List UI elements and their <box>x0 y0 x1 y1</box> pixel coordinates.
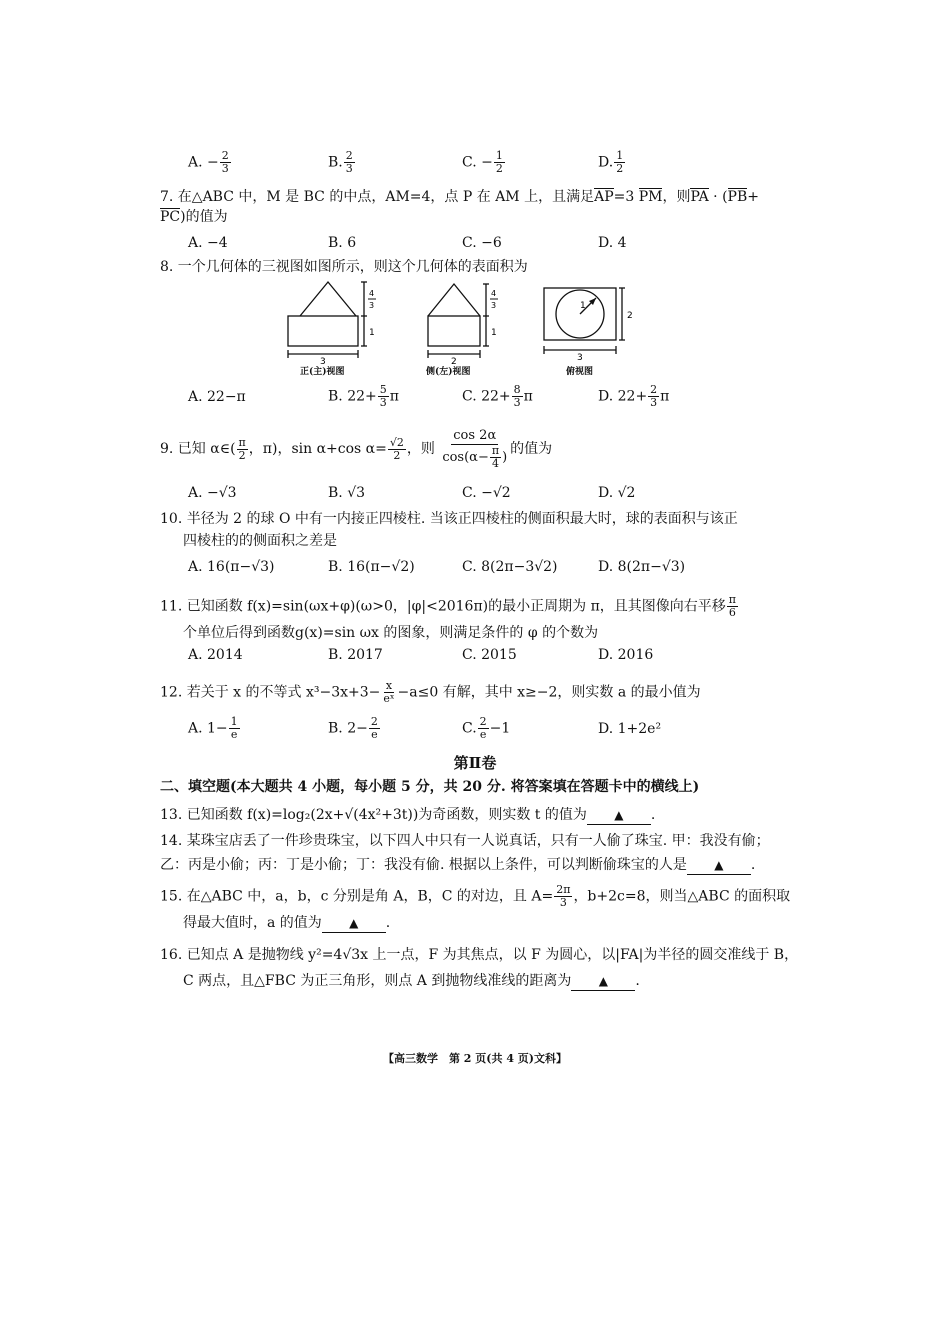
q9-option-c: C. −√2 <box>462 485 511 501</box>
q8-option-a: A. 22−π <box>188 389 246 405</box>
q7-option-d: D. 4 <box>598 235 627 251</box>
q8-option-b: B. 22+ $\frac{5}{3}$ π <box>328 383 399 409</box>
q10-option-a: A. 16(π−√3) <box>188 559 275 575</box>
q7-stem-line2: PC)的值为 <box>160 209 228 225</box>
q14-answer-blank[interactable]: ▲ <box>687 856 751 875</box>
q7-option-a: A. −4 <box>188 235 228 251</box>
q14-stem-line2: 乙：丙是小偷；丙：丁是小偷；丁：我没有偷. 根据以上条件，可以判断偷珠宝的人是 ▲ . <box>160 857 756 873</box>
top-view-caption: 俯视图 <box>566 367 594 377</box>
q14-stem-line1: 14. 某珠宝店丢了一件珍贵珠宝，以下四人中只有一人说真话，只有一人偷了珠宝. 甲：我没有偷； <box>160 833 770 849</box>
q10-option-c: C. 8(2π−3√2) <box>462 559 558 575</box>
page-footer: 【高三数学 第 2 页(共 4 页)文科】 <box>382 1052 568 1065</box>
q6-option-d: D. $\frac{1}{2}$ <box>598 149 624 175</box>
q10-stem-line2: 四棱柱的的侧面积之差是 <box>183 533 337 549</box>
q8-option-c: C. 22+ $\frac{8}{3}$ π <box>462 383 533 409</box>
q13-answer-blank[interactable]: ▲ <box>587 806 651 825</box>
front-width-label: 3 <box>320 357 326 367</box>
q9-option-b: B. √3 <box>328 485 366 501</box>
side-view <box>428 284 489 358</box>
front-base-height-label: 1 <box>369 328 375 338</box>
q6-option-a: A. − $\frac{2}{3}$ <box>188 149 229 175</box>
three-view-diagram <box>280 278 660 368</box>
front-view <box>288 282 367 358</box>
q12-option-a: A. 1− $\frac{1}{e}$ <box>188 715 238 741</box>
q7-stem-line1: 7. 在△ABC 中，M 是 BC 的中点，AM=4，点 P 在 AM 上，且满足AP=3 PM，则PA · (PB+ <box>160 189 759 205</box>
q11-option-c: C. 2015 <box>462 647 517 663</box>
q10-option-d: D. 8(2π−√3) <box>598 559 686 575</box>
q11-option-a: A. 2014 <box>188 647 243 663</box>
q8-stem: 8. 一个几何体的三视图如图所示，则这个几何体的表面积为 <box>160 259 528 275</box>
front-height-den: 3 <box>369 301 375 310</box>
q11-stem-line1: 11. 已知函数 f(x)=sin(ωx+φ)(ω>0，|φ|<2016π)的最小正周期为 π，且其图像向右平移 $\frac{\pi}{6}$ <box>160 593 737 619</box>
q16-answer-blank[interactable]: ▲ <box>571 972 635 991</box>
q16-stem-line2: C 两点，且△FBC 为正三角形，则点 A 到抛物线准线的距离为 ▲ . <box>183 973 640 989</box>
front-height-num: 4 <box>369 289 375 298</box>
q6-option-b: B. $\frac{2}{3}$ <box>328 149 353 175</box>
q12-option-d: D. 1+2e² <box>598 721 662 737</box>
q10-option-b: B. 16(π−√2) <box>328 559 415 575</box>
side-height-num: 4 <box>491 289 497 298</box>
q11-option-d: D. 2016 <box>598 647 654 663</box>
q7-option-b: B. 6 <box>328 235 357 251</box>
q11-option-b: B. 2017 <box>328 647 383 663</box>
q12-option-b: B. 2− $\frac{2}{e}$ <box>328 715 378 741</box>
top-view <box>544 288 625 354</box>
q9-option-d: D. √2 <box>598 485 636 501</box>
side-view-caption: 侧(左)视图 <box>426 367 471 377</box>
q7-option-c: C. −6 <box>462 235 502 251</box>
q9-stem: 9. 已知 α∈( $\frac{\pi}{2}$ ，π)，sin α+cos α= $\frac{√2}{2}$ ，则 cos 2α cos(α− $\frac{\pi}{4}$ ) 的值为 <box>160 428 553 470</box>
side-width-label: 2 <box>451 357 457 367</box>
q15-stem-line2: 得最大值时，a 的值为 ▲ . <box>183 915 391 931</box>
q13-stem: 13. 已知函数 f(x)=log₂(2x+√(4x²+3t))为奇函数，则实数 t 的值为 ▲ . <box>160 807 656 823</box>
q15-stem-line1: 15. 在△ABC 中，a，b，c 分别是角 A，B，C 的对边，且 A= $\frac{2\pi}{3}$ ，b+2c=8，则当△ABC 的面积取 <box>160 883 791 909</box>
q11-stem-line2: 个单位后得到函数g(x)=sin ωx 的图象，则满足条件的 φ 的个数为 <box>183 625 599 641</box>
q8-option-d: D. 22+ $\frac{2}{3}$ π <box>598 383 670 409</box>
side-base-height-label: 1 <box>491 328 497 338</box>
q10-stem-line1: 10. 半径为 2 的球 O 中有一内接正四棱柱. 当该正四棱柱的侧面积最大时，球的表面积与该正 <box>160 511 738 527</box>
fill-in-section-heading: 二、填空题(本大题共 4 小题，每小题 5 分，共 20 分. 将答案填在答题卡中的横线上) <box>160 779 700 795</box>
top-radius-label: 1 <box>580 301 586 311</box>
part-two-heading: 第Ⅱ卷 <box>453 754 497 772</box>
q9-option-a: A. −√3 <box>188 485 237 501</box>
side-height-den: 3 <box>491 301 497 310</box>
q16-stem-line1: 16. 已知点 A 是抛物线 y²=4√3x 上一点，F 为其焦点，以 F 为圆心，以|FA|为半径的圆交准线于 B， <box>160 947 799 963</box>
q6-option-c: C. − $\frac{1}{2}$ <box>462 149 503 175</box>
top-width-label: 3 <box>577 353 583 363</box>
q15-answer-blank[interactable]: ▲ <box>322 914 386 933</box>
front-view-caption: 正(主)视图 <box>300 367 345 377</box>
top-height-label: 2 <box>627 311 633 321</box>
q12-option-c: C. $\frac{2}{e}$ −1 <box>462 715 511 741</box>
q12-stem: 12. 若关于 x 的不等式 x³−3x+3− $\frac{x}{\text{eˣ}}$ −a≤0 有解，其中 x≥−2，则实数 a 的最小值为 <box>160 679 701 705</box>
